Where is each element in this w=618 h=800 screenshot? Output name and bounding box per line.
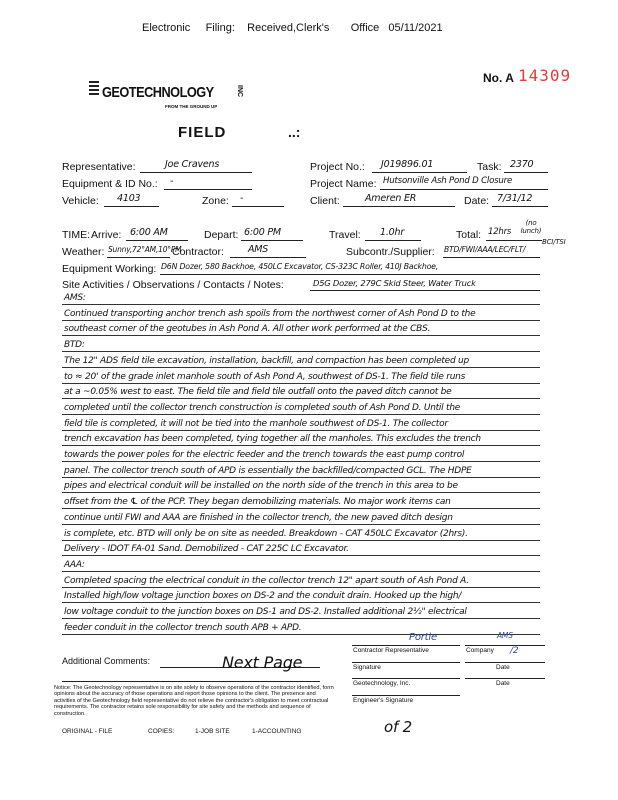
notes-rule [62, 524, 540, 525]
sig-company: Company [466, 647, 494, 654]
additional-comments-label: Additional Comments: [62, 656, 151, 666]
handwritten-rep[interactable]: Portie [409, 632, 437, 643]
arrive-value[interactable]: 6:00 AM [130, 227, 168, 238]
footer-job-site: 1-JOB SITE [195, 728, 230, 735]
equipment-value[interactable]: - [170, 176, 174, 187]
client-value[interactable]: Ameren ER [365, 193, 417, 204]
footer-original: ORIGINAL - FILE [62, 728, 113, 735]
equip-working-value[interactable]: D6N Dozer, 580 Backhoe, 450LC Excavator, CS-323C Roller, 410J Backhoe, [161, 262, 439, 271]
contractor-value[interactable]: AMS [248, 244, 269, 255]
additional-comments-value[interactable]: Next Page [222, 653, 303, 672]
project-no-value[interactable]: J019896.01 [381, 159, 434, 170]
notes-rule [62, 367, 540, 368]
logo [89, 77, 279, 117]
depart-value[interactable]: 6:00 PM [244, 227, 281, 238]
project-no-label: Project No.: [310, 161, 365, 173]
notes-rule [62, 618, 540, 619]
equipment-label: Equipment & ID No.: [62, 178, 158, 190]
weather-label: Weather: [62, 246, 105, 258]
notes-rule [62, 335, 540, 336]
notes-rule [62, 351, 540, 352]
equip-working-label: Equipment Working: [62, 263, 157, 275]
notes-rule [62, 492, 540, 493]
client-label: Client: [310, 195, 340, 207]
notes-line: is complete, etc. BTD will only be on site as needed. Breakdown - CAT 450LC Excavator (2hrs). [64, 528, 468, 539]
vehicle-value[interactable]: 4103 [117, 193, 141, 204]
notes-line: completed until the collector trench construction is completed south of Ash Pond D. Until the [64, 402, 461, 413]
zone-value[interactable]: - [240, 193, 244, 204]
project-name-label: Project Name: [310, 178, 377, 190]
notes-rule [62, 461, 540, 462]
footer-copies: COPIES: [148, 728, 175, 735]
notes-line: continue until FWI and AAA are finished in the collector trench, the new paved ditch design [64, 512, 453, 523]
notes-line: Delivery - IDOT FA-01 Sand. Demobilized - CAT 225C LC Excavator. [64, 544, 349, 555]
date-label: Date: [464, 195, 490, 207]
notes-line: BTD: [64, 340, 85, 351]
travel-value[interactable]: 1.0hr [380, 227, 405, 238]
notes-line: offset from the ℄ of the PCP. They began demobilizing materials. No major work items can [64, 497, 451, 508]
notes-rule [62, 571, 540, 572]
subcontr-value-2[interactable]: BCI/TSI [542, 238, 566, 246]
contractor-label: Contractor: [172, 246, 224, 258]
site-label: Site Activities / Observations / Contacts / Notes: [62, 279, 284, 291]
total-note[interactable]: (no lunch) [520, 219, 542, 235]
total-label: Total: [456, 229, 482, 241]
site-value[interactable]: D5G Dozer, 279C Skid Steer, Water Truck [313, 278, 476, 288]
handwritten-date[interactable]: /2 [510, 646, 519, 656]
subcontr-label: Subcontr./Supplier: [346, 246, 435, 258]
handwritten-company[interactable]: AMS [497, 631, 513, 640]
depart-label: Depart: [204, 229, 239, 241]
weather-value[interactable]: Sunny,72°AM,10°PM [108, 245, 182, 254]
notes-line: southeast corner of the geotubes in Ash Pond A. All other work performed at the CBS. [64, 324, 431, 335]
notes-line: AMS: [64, 293, 86, 303]
total-value[interactable]: 12hrs [488, 227, 512, 237]
sig-signature: Signature [353, 664, 381, 671]
notes-line: field tile is completed, it will not be tied into the manhole southwest of DS-1. The collector [64, 418, 448, 429]
notes-rule [62, 602, 540, 603]
sig-contractor-rep: Contractor Representative [353, 647, 429, 654]
sig-date: Date [496, 664, 510, 671]
notes-line: pipes and electrical conduit will be installed on the north side of the trench in this area to be [64, 481, 458, 492]
task-label: Task: [477, 161, 502, 173]
notes-rule [62, 430, 540, 431]
notes-line: to ≈ 20' of the grade inlet manhole south of Ash Pond A, southwest of DS-1. The field tile runs [64, 371, 466, 382]
notes-line: Continued transporting anchor trench ash spoils from the northwest corner of Ash Pond D to the [64, 308, 476, 319]
zone-label: Zone: [202, 195, 229, 207]
notes-line: low voltage conduit to the junction boxes on DS-1 and DS-2. Installed additional 2½" electrical [64, 607, 467, 617]
notes-rule [62, 398, 540, 399]
sig-geotech: Geotechnology, Inc. [353, 680, 411, 687]
notes-rule [62, 304, 540, 305]
notes-line: panel. The collector trench south of APD is essentially the backfilled/compacted GCL. The HDPE [64, 465, 472, 476]
date-value[interactable]: 7/31/12 [497, 193, 533, 204]
time-label: TIME: [62, 229, 90, 241]
notes-line: The 12" ADS field tile excavation, installation, backfill, and compaction has been completed up [64, 355, 469, 366]
notes-rule [62, 477, 540, 478]
notes-line: feeder conduit in the collector trench south APB + APD. [64, 622, 302, 633]
notes-rule [62, 414, 540, 415]
form-title-suffix: ..: [288, 124, 301, 140]
representative-label: Representative: [62, 161, 136, 173]
notes-line: trench excavation has been completed, tying together all the manholes. This excludes the trench [64, 434, 481, 445]
arrive-label: Arrive: [91, 229, 122, 241]
notes-line: Installed high/low voltage junction boxes on DS-2 and the conduit drain. Hooked up the high/ [64, 591, 462, 602]
notes-rule [62, 383, 540, 384]
travel-label: Travel: [329, 229, 361, 241]
vehicle-label: Vehicle: [62, 195, 99, 207]
form-title: FIELD [178, 124, 227, 141]
task-value[interactable]: 2370 [510, 159, 534, 170]
sig-engineer: Engineer's Signature [353, 697, 414, 704]
page-count: of 2 [384, 718, 412, 736]
subcontr-value[interactable]: BTD/FWI/AAA/LEC/FLT/ [444, 245, 526, 254]
notes-rule [62, 634, 540, 635]
sig-date-2: Date [496, 680, 510, 687]
form-number-value: 14309 [518, 66, 572, 85]
footer-accounting: 1-ACCOUNTING [252, 728, 302, 735]
notes-line: AAA: [64, 559, 85, 570]
notes-line: Completed spacing the electrical conduit in the collector trench 12" apart south of Ash Pond A. [64, 575, 469, 586]
notes-rule [62, 445, 540, 446]
notes-rule [62, 508, 540, 509]
logo-tagline: FROM THE GROUND UP [165, 104, 218, 109]
form-number-prefix: No. A [483, 71, 514, 85]
logo-bars-icon [89, 81, 99, 95]
notice-text: Notice: The Geotechnology representative is on site solely to observe operations of the contractor identified, form opinions about the accuracy of those operations and report those opinions to the client. The presence and activities of the Geotechnology field representative do not relieve the contractor's obligation to meet contractual requirements. The contractor retains sole responsibility for site safety and the methods and sequence of construction. [54, 685, 334, 717]
filing-stamp: Electronic Filing: Received,Clerk's Office 05/11/2021 [142, 22, 443, 34]
notes-line: towards the power poles for the electric feeder and the trench towards the east pump control [64, 450, 465, 460]
notes-rule [62, 540, 540, 541]
logo-suffix: INC [236, 85, 243, 98]
notes-rule [62, 320, 540, 321]
representative-value[interactable]: Joe Cravens [165, 159, 220, 170]
project-name-value[interactable]: Hutsonville Ash Pond D Closure [383, 176, 513, 186]
logo-name: GEOTECHNOLOGY [102, 84, 214, 101]
notes-rule [62, 587, 540, 588]
notes-rule [62, 555, 540, 556]
notes-line: at a ~0.05% west to east. The field tile and field tile outfall onto the paved ditch cannot be [64, 387, 452, 398]
